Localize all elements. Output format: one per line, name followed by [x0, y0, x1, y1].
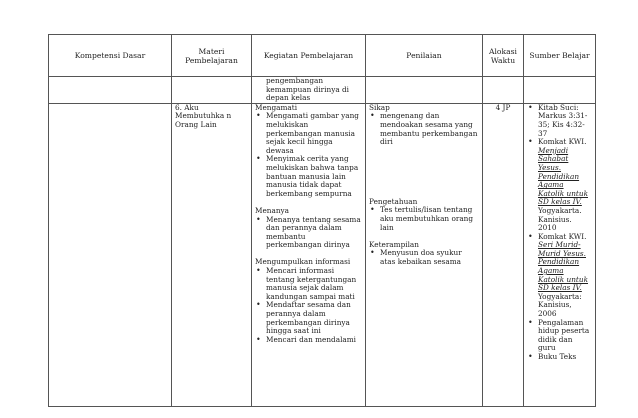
- section-title: Mengumpulkan informasi: [255, 257, 351, 267]
- continuation-row: [49, 77, 596, 104]
- cell-empty: [524, 77, 596, 104]
- keterampilan-list: [369, 249, 479, 266]
- list-item: • Menanya tentang sesama dan perannya dalam membantu perkembangan dirinya: [255, 216, 362, 250]
- section-title: Sikap: [369, 103, 390, 112]
- header-sumber-belajar: Sumber Belajar: [524, 35, 596, 77]
- cell-alokasi: 4 JP: [483, 103, 524, 406]
- list-item: • Buku Teks: [527, 353, 592, 362]
- source-publication: Yogyakarta: Kanisius, 2006: [538, 291, 582, 319]
- table-header-row: [49, 35, 596, 77]
- sikap-list: [369, 112, 479, 146]
- source-publisher: Komkat KWI.: [538, 137, 587, 147]
- syllabus-table: [48, 34, 596, 407]
- mengumpulkan-list: [255, 267, 362, 344]
- section-title: Pengetahuan: [369, 196, 418, 206]
- section-title: Menanya: [255, 205, 290, 215]
- table-row: [49, 103, 596, 406]
- cell-materi: 6. Aku Membutuhka n Orang Lain: [172, 103, 252, 406]
- mengamati-list: [255, 112, 362, 198]
- list-item: • Mencari informasi tentang ketergantungan manusia sejak dalam kandungan sampai mati: [255, 267, 362, 301]
- cell-penilaian: [366, 103, 483, 406]
- continuation-line: kemampuan dirinya di: [266, 84, 349, 94]
- book-title: Menjadi Sahabat Yesus. Pendidikan Agama Katolik untuk SD kelas IV.: [538, 145, 588, 207]
- list-item: • Menyimak cerita yang melukiskan bahwa tanpa bantuan manusia lain manusia tidak dapat berkembang sempurna: [255, 155, 362, 198]
- list-item: • Kitab Suci: Markus 3:31-35; Kis 4:32-37: [527, 104, 592, 138]
- header-kompetensi-dasar: Kompetensi Dasar: [49, 35, 172, 77]
- list-item: • Mencari dan mendalami: [255, 336, 362, 345]
- header-materi: Materi Pembelajaran: [172, 35, 252, 77]
- section-title: Keterampilan: [369, 239, 419, 249]
- list-item: • Menyusun doa syukur atas kebaikan sesama: [369, 249, 479, 266]
- sumber-list: [527, 104, 592, 362]
- cell-kompetensi-empty: [49, 103, 172, 406]
- list-item: • Pengalaman hidup peserta didik dan guru: [527, 319, 592, 353]
- cell-empty: [49, 77, 172, 104]
- list-item: • Mengamati gambar yang melukiskan perkembangan manusia sejak kecil hingga dewasa: [255, 112, 362, 155]
- menanya-list: [255, 216, 362, 250]
- section-title: Mengamati: [255, 103, 298, 112]
- list-item: • Mendaftar sesama dan perannya dalam perkembangan dirinya hingga saat ini: [255, 301, 362, 335]
- header-kegiatan: Kegiatan Pembelajaran: [252, 35, 366, 77]
- cell-empty: [172, 77, 252, 104]
- list-item: • Tes tertulis/lisan tentang aku membutuhkan orang lain: [369, 206, 479, 232]
- header-penilaian: Penilaian: [366, 35, 483, 77]
- cell-sumber: [524, 103, 596, 406]
- list-item: [527, 233, 592, 319]
- book-title: Seri Murid-Murid Yesus. Pendidikan Agama Katolik untuk SD kelas IV.: [538, 240, 588, 293]
- cell-empty: [483, 77, 524, 104]
- source-publisher: Komkat KWI.: [538, 231, 587, 241]
- cell-kegiatan: [252, 103, 366, 406]
- cell-kegiatan-continuation: [252, 77, 366, 104]
- pengetahuan-list: [369, 206, 479, 232]
- header-alokasi-waktu: Alokasi Waktu: [483, 35, 524, 77]
- continuation-line: pengembangan: [266, 76, 324, 85]
- list-item: • mengenang dan mendoakan sesama yang membantu perkembangan diri: [369, 112, 479, 146]
- list-item: [527, 138, 592, 233]
- cell-empty: [366, 77, 483, 104]
- source-publication: Yogyakarta. Kanisius. 2010: [538, 205, 582, 233]
- continuation-line: depan kelas: [266, 93, 311, 103]
